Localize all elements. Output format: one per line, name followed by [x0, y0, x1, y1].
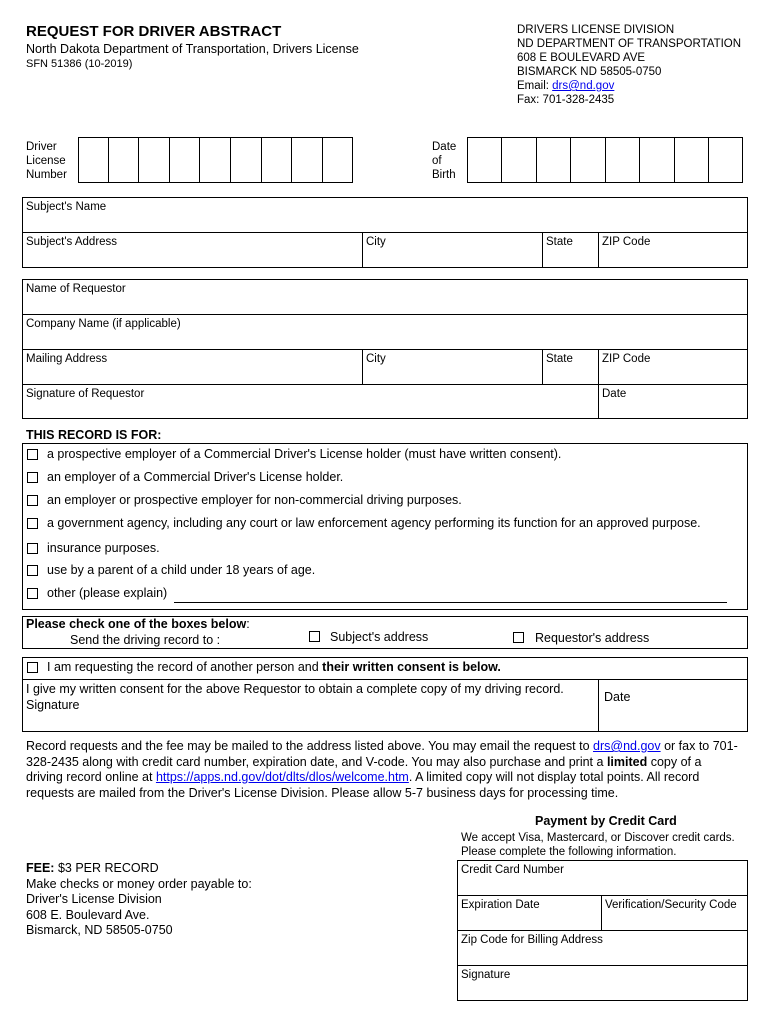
email-label: Email:: [517, 80, 553, 92]
purpose-checkbox[interactable]: [27, 495, 38, 506]
other-explain-line[interactable]: [174, 602, 727, 603]
consent-request-label: [47, 660, 501, 674]
instr-limited: limited: [606, 754, 648, 769]
purpose-checkbox[interactable]: [27, 449, 38, 460]
fee-info-line: Driver's License Division: [26, 892, 162, 906]
instr-email-link[interactable]: drs@nd.gov: [593, 739, 661, 753]
requestor-signature-field[interactable]: Signature of Requestor: [26, 388, 145, 400]
purpose-option-label: an employer of a Commercial Driver's License holder.: [47, 470, 344, 484]
label-line: Driver: [26, 141, 57, 153]
consent-request-bold: their written consent is below.: [322, 660, 501, 674]
fee-amount: $3 PER RECORD: [54, 861, 159, 875]
address-line: ND DEPARTMENT OF TRANSPORTATION: [517, 38, 742, 50]
record-for-heading: THIS RECORD IS FOR:: [26, 428, 162, 442]
send-to-subject-checkbox[interactable]: [309, 631, 320, 642]
label-line: Birth: [432, 169, 456, 181]
instructions-paragraph: [26, 739, 741, 801]
send-to-requestor-label: Requestor's address: [535, 631, 650, 645]
consent-signature-field[interactable]: Signature: [26, 698, 80, 712]
purpose-checkbox[interactable]: [27, 543, 38, 554]
fee-block: [26, 861, 252, 939]
security-code-field[interactable]: Verification/Security Code: [605, 899, 737, 911]
payment-note: Please complete the following information.: [461, 846, 677, 858]
requestor-date-field[interactable]: Date: [602, 388, 627, 400]
address-line: BISMARCK ND 58505-0750: [517, 66, 662, 78]
fee-info-line: 608 E. Boulevard Ave.: [26, 907, 150, 922]
requestor-zip-field[interactable]: ZIP Code: [602, 353, 651, 365]
purpose-option-label: use by a parent of a child under 18 years of age.: [47, 563, 316, 577]
license-number-label: [26, 140, 67, 182]
dob-label: [432, 140, 456, 182]
payment-heading: Payment by Credit Card: [535, 814, 677, 828]
consent-date-field[interactable]: Date: [604, 690, 631, 704]
purpose-checkbox[interactable]: [27, 472, 38, 483]
label-line: of: [432, 155, 442, 167]
payment-signature-field[interactable]: Signature: [461, 969, 511, 981]
subject-zip-field[interactable]: ZIP Code: [602, 236, 651, 248]
fee-label: FEE:: [26, 861, 55, 875]
fee-info-line: Bismarck, ND 58505-0750: [26, 923, 173, 937]
label-line: Number: [26, 169, 67, 181]
form-title: REQUEST FOR DRIVER ABSTRACT: [26, 23, 282, 40]
fax-line: Fax: 701-328-2435: [517, 94, 615, 106]
department-name: North Dakota Department of Transportation, Drivers License: [26, 42, 359, 56]
purpose-checkbox[interactable]: [27, 565, 38, 576]
subject-address-field[interactable]: Subject's Address: [26, 236, 118, 248]
address-line: DRIVERS LICENSE DIVISION: [517, 24, 675, 36]
purpose-option-label: other (please explain): [47, 586, 168, 600]
requestor-city-field[interactable]: City: [366, 353, 386, 365]
form-number: SFN 51386 (10-2019): [26, 58, 133, 70]
expiration-date-field[interactable]: Expiration Date: [461, 899, 540, 911]
mailing-address-field[interactable]: Mailing Address: [26, 353, 108, 365]
instr-text: copy of a driving record online at: [26, 754, 702, 784]
requestor-state-field[interactable]: State: [546, 353, 573, 365]
email-link[interactable]: drs@nd.gov: [552, 80, 615, 92]
send-to-prompt: Send the driving record to :: [70, 633, 221, 647]
consent-request-checkbox[interactable]: [27, 662, 38, 673]
purpose-option-label: a government agency, including any court or law enforcement agency performing its function for an approved purpose.: [47, 516, 701, 530]
requestor-name-field[interactable]: Name of Requestor: [26, 283, 126, 295]
colon: :: [246, 617, 250, 631]
billing-zip-field[interactable]: Zip Code for Billing Address: [461, 934, 603, 946]
instr-text: Record requests and the fee may be mailed to the address listed above. You may email the request to: [26, 739, 594, 753]
consent-statement: I give my written consent for the above Requestor to obtain a complete copy of my driving record.: [26, 682, 564, 696]
address-line: 608 E BOULEVARD AVE: [517, 52, 646, 64]
label-line: License: [26, 155, 66, 167]
send-to-heading-text: Please check one of the boxes below: [26, 617, 247, 631]
subject-state-field[interactable]: State: [546, 236, 573, 248]
purpose-option-label: insurance purposes.: [47, 541, 160, 555]
division-address: [517, 23, 741, 107]
send-to-heading: [26, 617, 250, 631]
purpose-checkbox[interactable]: [27, 518, 38, 529]
consent-request-text: I am requesting the record of another person and: [47, 660, 323, 674]
instr-url-link[interactable]: https://apps.nd.gov/dot/dlts/dlos/welcome.htm: [155, 770, 409, 784]
license-number-boxes[interactable]: [78, 137, 353, 183]
payment-note: We accept Visa, Mastercard, or Discover credit cards.: [461, 832, 735, 844]
purpose-option-label: a prospective employer of a Commercial Driver's License holder (must have written consent).: [47, 447, 562, 461]
send-to-subject-label: Subject's address: [330, 630, 429, 644]
subject-city-field[interactable]: City: [366, 236, 386, 248]
purpose-checkbox[interactable]: [27, 588, 38, 599]
subject-name-field[interactable]: Subject's Name: [26, 201, 107, 213]
instr-text: . A limited copy will not display total points. All record requests are mailed from the Driver's License Division. Please allow 5-7 business days for processing time.: [26, 770, 700, 800]
fee-info-line: Make checks or money order payable to:: [26, 876, 252, 891]
purpose-option-label: an employer or prospective employer for non-commercial driving purposes.: [47, 493, 462, 507]
instr-text: or fax to 701-328-2435 along with credit card number, expiration date, and V-code. You may also purchase and print a: [26, 739, 738, 769]
label-line: Date: [432, 141, 457, 153]
fee-line: [26, 861, 252, 877]
card-number-field[interactable]: Credit Card Number: [461, 864, 564, 876]
company-name-field[interactable]: Company Name (if applicable): [26, 318, 181, 330]
email-line: [517, 79, 741, 93]
send-to-requestor-checkbox[interactable]: [513, 632, 524, 643]
